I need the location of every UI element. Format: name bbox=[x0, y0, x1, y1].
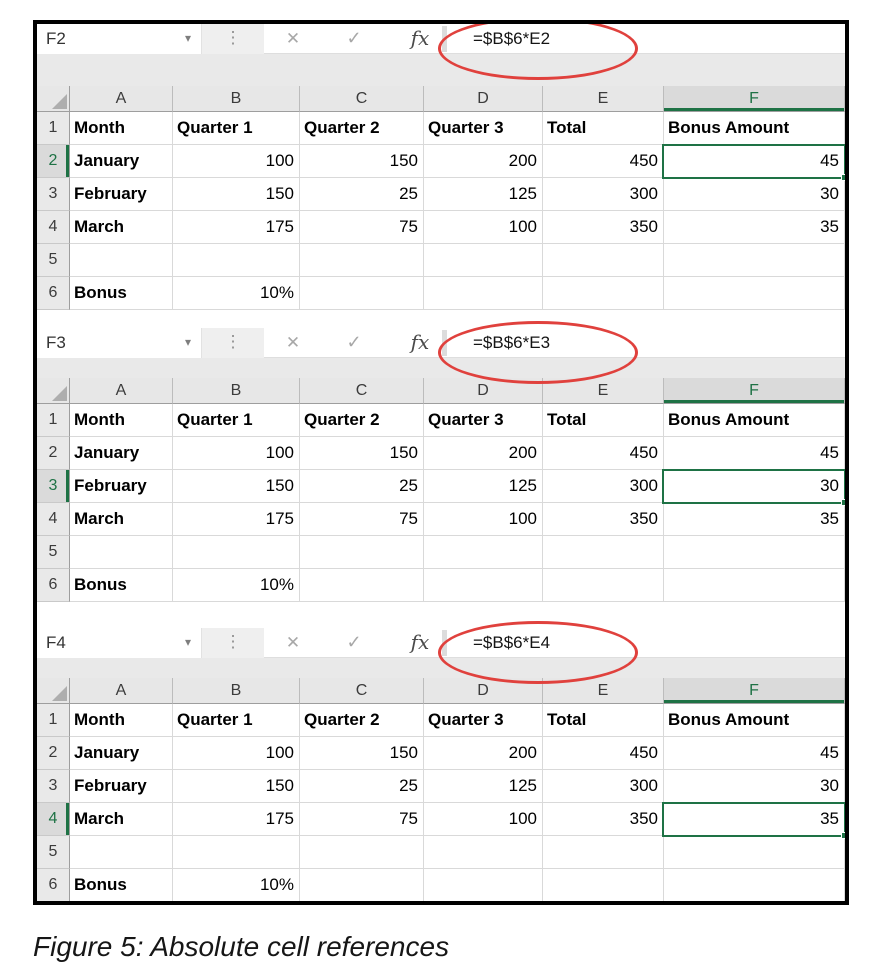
column-header-E[interactable]: E bbox=[543, 86, 664, 112]
cell-C2[interactable]: 150 bbox=[300, 737, 424, 770]
column-header-F[interactable]: F bbox=[664, 678, 845, 704]
cell-C1[interactable]: Quarter 2 bbox=[300, 404, 424, 437]
name-box-value: F4 bbox=[46, 633, 66, 652]
row-header-6[interactable]: 6 bbox=[37, 277, 70, 310]
column-header-row bbox=[37, 378, 845, 404]
cell-F6[interactable] bbox=[664, 277, 845, 310]
select-all-corner[interactable] bbox=[37, 378, 70, 404]
sheet-row-1 bbox=[37, 704, 845, 737]
cell-B5[interactable] bbox=[173, 244, 300, 277]
cell-F1[interactable]: Bonus Amount bbox=[664, 404, 845, 437]
cell-E3[interactable]: 300 bbox=[543, 470, 664, 503]
cell-D1[interactable]: Quarter 3 bbox=[424, 112, 543, 145]
column-header-C[interactable]: C bbox=[300, 378, 424, 404]
cancel-icon: ✕ bbox=[285, 633, 301, 652]
row-header-4[interactable]: 4 bbox=[37, 503, 70, 536]
cell-A2[interactable]: January bbox=[70, 737, 173, 770]
cell-D6[interactable] bbox=[424, 569, 543, 602]
cell-D1[interactable]: Quarter 3 bbox=[424, 404, 543, 437]
cell-A4[interactable]: March bbox=[70, 803, 173, 836]
column-header-row bbox=[37, 86, 845, 112]
cell-E1[interactable]: Total bbox=[543, 112, 664, 145]
insert-function-button[interactable] bbox=[401, 328, 439, 358]
cell-D5[interactable] bbox=[424, 536, 543, 569]
sheet-row-2 bbox=[37, 737, 845, 770]
cell-F3[interactable]: 30 bbox=[664, 770, 845, 803]
column-header-E[interactable]: E bbox=[543, 678, 664, 704]
column-header-row bbox=[37, 678, 845, 704]
row-header-1[interactable]: 1 bbox=[37, 404, 70, 437]
cell-D5[interactable] bbox=[424, 836, 543, 869]
sheet-row-6 bbox=[37, 869, 845, 902]
cell-A6[interactable]: Bonus bbox=[70, 277, 173, 310]
cell-E6[interactable] bbox=[543, 569, 664, 602]
name-box-value: F2 bbox=[46, 29, 66, 48]
cell-E1[interactable]: Total bbox=[543, 704, 664, 737]
cell-D3[interactable]: 125 bbox=[424, 178, 543, 211]
cell-C6[interactable] bbox=[300, 277, 424, 310]
insert-function-button[interactable] bbox=[401, 24, 439, 54]
sheet-row-3 bbox=[37, 770, 845, 803]
cell-D5[interactable] bbox=[424, 244, 543, 277]
cell-D6[interactable] bbox=[424, 277, 543, 310]
cell-F5[interactable] bbox=[664, 244, 845, 277]
cell-C4[interactable]: 75 bbox=[300, 211, 424, 244]
cell-F6[interactable] bbox=[664, 569, 845, 602]
enter-icon: ✓ bbox=[346, 28, 362, 48]
row-header-1[interactable]: 1 bbox=[37, 112, 70, 145]
cell-A3[interactable]: February bbox=[70, 770, 173, 803]
cell-D4[interactable]: 100 bbox=[424, 211, 543, 244]
cell-A6[interactable]: Bonus bbox=[70, 869, 173, 902]
cell-F4[interactable]: 35 bbox=[664, 211, 845, 244]
fill-handle[interactable] bbox=[841, 832, 848, 839]
row-header-5[interactable]: 5 bbox=[37, 836, 70, 869]
cell-B4[interactable]: 175 bbox=[173, 211, 300, 244]
cell-C4[interactable]: 75 bbox=[300, 503, 424, 536]
column-header-E[interactable]: E bbox=[543, 378, 664, 404]
cell-B2[interactable]: 100 bbox=[173, 737, 300, 770]
sheet-row-6 bbox=[37, 569, 845, 602]
cell-B2[interactable]: 100 bbox=[173, 437, 300, 470]
cell-F2[interactable]: 45 bbox=[664, 737, 845, 770]
formula-bar-splitter[interactable] bbox=[202, 24, 264, 54]
cell-C5[interactable] bbox=[300, 836, 424, 869]
cell-A4[interactable]: March bbox=[70, 211, 173, 244]
name-box[interactable] bbox=[37, 328, 202, 358]
formula-bar-separator bbox=[442, 330, 447, 356]
cell-F5[interactable] bbox=[664, 836, 845, 869]
cell-E5[interactable] bbox=[543, 536, 664, 569]
cell-B5[interactable] bbox=[173, 536, 300, 569]
cell-C5[interactable] bbox=[300, 536, 424, 569]
enter-icon: ✓ bbox=[346, 632, 362, 652]
cell-D1[interactable]: Quarter 3 bbox=[424, 704, 543, 737]
select-all-corner[interactable] bbox=[37, 678, 70, 704]
cell-F6[interactable] bbox=[664, 869, 845, 902]
cell-C3[interactable]: 25 bbox=[300, 178, 424, 211]
cell-E4[interactable]: 350 bbox=[543, 211, 664, 244]
cell-A5[interactable] bbox=[70, 536, 173, 569]
column-header-B[interactable]: B bbox=[173, 378, 300, 404]
cell-A1[interactable]: Month bbox=[70, 704, 173, 737]
cell-B6[interactable]: 10% bbox=[173, 869, 300, 902]
sheet-row-1 bbox=[37, 112, 845, 145]
cell-D2[interactable]: 200 bbox=[424, 737, 543, 770]
cell-A1[interactable]: Month bbox=[70, 112, 173, 145]
cell-B1[interactable]: Quarter 1 bbox=[173, 704, 300, 737]
row-header-2[interactable]: 2 bbox=[37, 145, 70, 178]
cell-F4[interactable]: 35 bbox=[664, 503, 845, 536]
cell-B1[interactable]: Quarter 1 bbox=[173, 404, 300, 437]
excel-panel bbox=[37, 328, 845, 602]
enter-button[interactable] bbox=[335, 628, 373, 658]
cell-E3[interactable]: 300 bbox=[543, 178, 664, 211]
fx-icon: fx bbox=[410, 26, 430, 50]
worksheet-grid bbox=[37, 378, 845, 602]
column-header-D[interactable]: D bbox=[424, 378, 543, 404]
sheet-row-4 bbox=[37, 503, 845, 536]
cell-D3[interactable]: 125 bbox=[424, 770, 543, 803]
active-cell-border bbox=[662, 469, 846, 504]
cell-A3[interactable]: February bbox=[70, 178, 173, 211]
cell-A1[interactable]: Month bbox=[70, 404, 173, 437]
formula-bar-splitter[interactable] bbox=[202, 328, 264, 358]
cell-B2[interactable]: 100 bbox=[173, 145, 300, 178]
sheet-row-6 bbox=[37, 277, 845, 310]
cell-C4[interactable]: 75 bbox=[300, 803, 424, 836]
select-all-corner[interactable] bbox=[37, 86, 70, 112]
name-box-dropdown-icon[interactable]: ▾ bbox=[184, 335, 191, 349]
formula-bar-separator bbox=[442, 630, 447, 656]
cell-C6[interactable] bbox=[300, 869, 424, 902]
cell-E5[interactable] bbox=[543, 244, 664, 277]
cancel-button[interactable] bbox=[275, 24, 311, 54]
sheet-row-2 bbox=[37, 437, 845, 470]
cell-A6[interactable]: Bonus bbox=[70, 569, 173, 602]
cell-E1[interactable]: Total bbox=[543, 404, 664, 437]
formula-bar bbox=[37, 24, 845, 54]
figure-caption: Figure 5: Absolute cell references bbox=[33, 931, 450, 962]
enter-icon: ✓ bbox=[346, 332, 362, 352]
cell-C1[interactable]: Quarter 2 bbox=[300, 704, 424, 737]
cell-B6[interactable]: 10% bbox=[173, 569, 300, 602]
row-header-3[interactable]: 3 bbox=[37, 770, 70, 803]
row-header-4[interactable]: 4 bbox=[37, 803, 70, 836]
corner-triangle-icon bbox=[52, 686, 67, 701]
enter-button[interactable] bbox=[335, 328, 373, 358]
cancel-button[interactable] bbox=[275, 328, 311, 358]
cell-D4[interactable]: 100 bbox=[424, 803, 543, 836]
column-header-A[interactable]: A bbox=[70, 378, 173, 404]
active-cell-border bbox=[662, 144, 846, 179]
cell-D4[interactable]: 100 bbox=[424, 503, 543, 536]
sheet-row-5 bbox=[37, 536, 845, 569]
name-box-dropdown-icon[interactable]: ▾ bbox=[184, 31, 191, 45]
cell-B4[interactable]: 175 bbox=[173, 503, 300, 536]
sheet-row-3 bbox=[37, 178, 845, 211]
cell-F3[interactable]: 30 bbox=[664, 178, 845, 211]
cell-C1[interactable]: Quarter 2 bbox=[300, 112, 424, 145]
cell-E2[interactable]: 450 bbox=[543, 437, 664, 470]
row-header-6[interactable]: 6 bbox=[37, 569, 70, 602]
cell-E4[interactable]: 350 bbox=[543, 503, 664, 536]
row-header-5[interactable]: 5 bbox=[37, 244, 70, 277]
cell-B1[interactable]: Quarter 1 bbox=[173, 112, 300, 145]
sheet-row-1 bbox=[37, 404, 845, 437]
column-header-F[interactable]: F bbox=[664, 378, 845, 404]
cell-C6[interactable] bbox=[300, 569, 424, 602]
cell-F2[interactable]: 45 bbox=[664, 145, 845, 178]
row-header-2[interactable]: 2 bbox=[37, 737, 70, 770]
insert-function-button[interactable] bbox=[401, 628, 439, 658]
formula-input[interactable]: =$B$6*E2 bbox=[473, 29, 551, 48]
cell-B3[interactable]: 150 bbox=[173, 470, 300, 503]
enter-button[interactable] bbox=[335, 24, 373, 54]
dots-icon: ⋮ bbox=[224, 332, 242, 351]
column-header-A[interactable]: A bbox=[70, 678, 173, 704]
cell-B3[interactable]: 150 bbox=[173, 770, 300, 803]
formula-bar-gap bbox=[37, 54, 845, 86]
cell-A5[interactable] bbox=[70, 836, 173, 869]
cell-F5[interactable] bbox=[664, 536, 845, 569]
row-header-3[interactable]: 3 bbox=[37, 470, 70, 503]
cell-D6[interactable] bbox=[424, 869, 543, 902]
fill-handle[interactable] bbox=[841, 174, 848, 181]
cell-F3[interactable]: 30 bbox=[664, 470, 845, 503]
cell-C5[interactable] bbox=[300, 244, 424, 277]
cell-F1[interactable]: Bonus Amount bbox=[664, 112, 845, 145]
sheet-row-5 bbox=[37, 836, 845, 869]
formula-bar-separator bbox=[442, 26, 447, 52]
cell-E4[interactable]: 350 bbox=[543, 803, 664, 836]
cell-A2[interactable]: January bbox=[70, 145, 173, 178]
cell-A3[interactable]: February bbox=[70, 470, 173, 503]
column-header-C[interactable]: C bbox=[300, 86, 424, 112]
cell-B5[interactable] bbox=[173, 836, 300, 869]
cell-E5[interactable] bbox=[543, 836, 664, 869]
fx-icon: fx bbox=[410, 330, 430, 354]
worksheet-grid bbox=[37, 86, 845, 310]
cell-A4[interactable]: March bbox=[70, 503, 173, 536]
fx-icon: fx bbox=[410, 630, 430, 654]
name-box-value: F3 bbox=[46, 333, 66, 352]
column-header-D[interactable]: D bbox=[424, 678, 543, 704]
cell-A5[interactable] bbox=[70, 244, 173, 277]
cell-B3[interactable]: 150 bbox=[173, 178, 300, 211]
cell-E6[interactable] bbox=[543, 277, 664, 310]
formula-bar bbox=[37, 328, 845, 358]
row-header-2[interactable]: 2 bbox=[37, 437, 70, 470]
dots-icon: ⋮ bbox=[224, 632, 242, 651]
cell-B4[interactable]: 175 bbox=[173, 803, 300, 836]
column-header-B[interactable]: B bbox=[173, 678, 300, 704]
column-header-D[interactable]: D bbox=[424, 86, 543, 112]
cell-C3[interactable]: 25 bbox=[300, 770, 424, 803]
column-header-F[interactable]: F bbox=[664, 86, 845, 112]
formula-input[interactable]: =$B$6*E3 bbox=[473, 333, 551, 352]
cell-E6[interactable] bbox=[543, 869, 664, 902]
cell-A2[interactable]: January bbox=[70, 437, 173, 470]
row-header-3[interactable]: 3 bbox=[37, 178, 70, 211]
excel-screenshot-stack bbox=[33, 20, 849, 905]
cell-E2[interactable]: 450 bbox=[543, 737, 664, 770]
name-box-dropdown-icon[interactable]: ▾ bbox=[184, 635, 191, 649]
cell-C3[interactable]: 25 bbox=[300, 470, 424, 503]
row-header-5[interactable]: 5 bbox=[37, 536, 70, 569]
formula-input[interactable]: =$B$6*E4 bbox=[473, 633, 551, 652]
formula-bar bbox=[37, 628, 845, 658]
cancel-icon: ✕ bbox=[285, 29, 301, 48]
dots-icon: ⋮ bbox=[224, 28, 242, 47]
cell-D3[interactable]: 125 bbox=[424, 470, 543, 503]
formula-bar-gap bbox=[37, 658, 845, 678]
name-box[interactable] bbox=[37, 24, 202, 54]
cell-B6[interactable]: 10% bbox=[173, 277, 300, 310]
sheet-row-5 bbox=[37, 244, 845, 277]
worksheet-grid bbox=[37, 678, 845, 902]
column-header-B[interactable]: B bbox=[173, 86, 300, 112]
row-header-1[interactable]: 1 bbox=[37, 704, 70, 737]
cell-F4[interactable]: 35 bbox=[664, 803, 845, 836]
fill-handle[interactable] bbox=[841, 499, 848, 506]
cell-C2[interactable]: 150 bbox=[300, 145, 424, 178]
corner-triangle-icon bbox=[52, 94, 67, 109]
column-header-C[interactable]: C bbox=[300, 678, 424, 704]
row-header-6[interactable]: 6 bbox=[37, 869, 70, 902]
cancel-icon: ✕ bbox=[285, 333, 301, 352]
sheet-row-4 bbox=[37, 211, 845, 244]
name-box[interactable] bbox=[37, 628, 202, 658]
cancel-button[interactable] bbox=[275, 628, 311, 658]
formula-bar-gap bbox=[37, 358, 845, 378]
row-header-4[interactable]: 4 bbox=[37, 211, 70, 244]
cell-D2[interactable]: 200 bbox=[424, 145, 543, 178]
excel-panel bbox=[37, 24, 845, 310]
cell-F1[interactable]: Bonus Amount bbox=[664, 704, 845, 737]
corner-triangle-icon bbox=[52, 386, 67, 401]
cell-D2[interactable]: 200 bbox=[424, 437, 543, 470]
active-cell-border bbox=[662, 802, 846, 837]
cell-F2[interactable]: 45 bbox=[664, 437, 845, 470]
column-header-A[interactable]: A bbox=[70, 86, 173, 112]
formula-bar-splitter[interactable] bbox=[202, 628, 264, 658]
cell-E3[interactable]: 300 bbox=[543, 770, 664, 803]
excel-panel bbox=[37, 628, 845, 902]
cell-E2[interactable]: 450 bbox=[543, 145, 664, 178]
cell-C2[interactable]: 150 bbox=[300, 437, 424, 470]
